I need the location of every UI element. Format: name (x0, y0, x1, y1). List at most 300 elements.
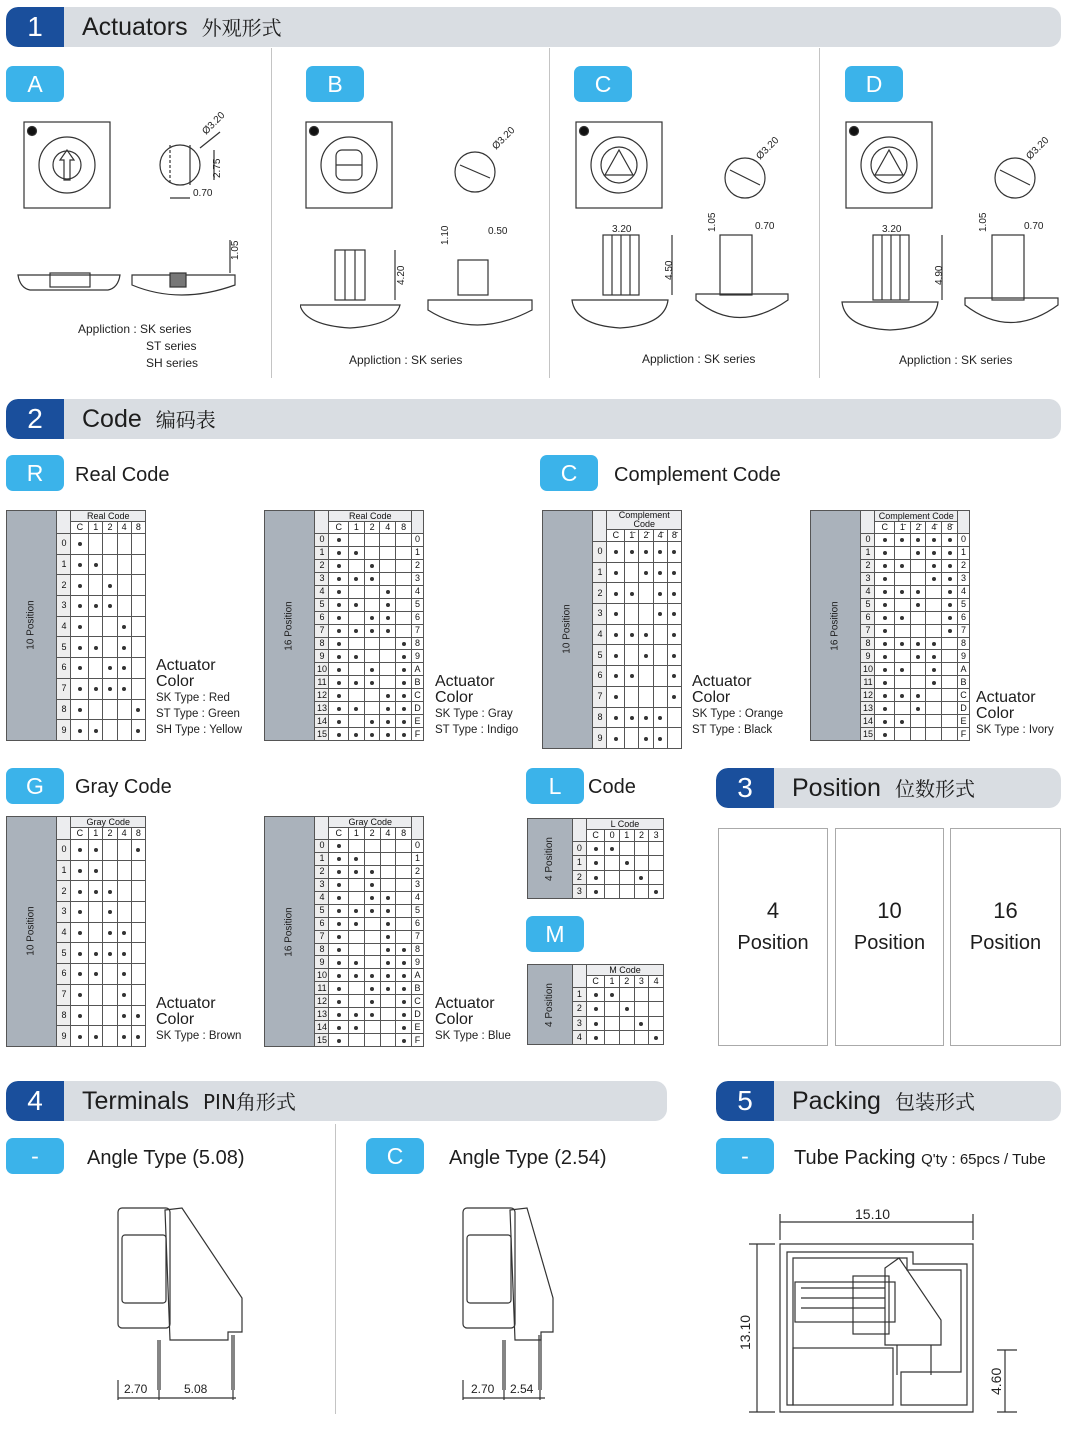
dot-mark (78, 687, 82, 691)
hex-label: 7 (412, 624, 424, 637)
dot-mark (94, 729, 98, 733)
code-cell (649, 870, 664, 884)
code-cell (634, 1030, 649, 1044)
dot-mark (337, 909, 341, 913)
row-label: 2 (57, 575, 71, 596)
row-label: 14 (316, 1021, 327, 1032)
code-cell (329, 663, 349, 676)
code-cell (364, 676, 380, 689)
code-cell (131, 840, 145, 861)
dot-mark (614, 654, 618, 658)
dot-mark (337, 616, 341, 620)
code-cell (71, 860, 89, 881)
hex-label: 3 (958, 572, 970, 585)
dot-mark (672, 633, 676, 637)
dot-mark (370, 883, 374, 887)
dot-mark (932, 655, 936, 659)
code-cell (364, 1034, 380, 1047)
code-cell (349, 534, 365, 547)
row-label: 1 (593, 562, 607, 583)
dot-mark (386, 694, 390, 698)
row-label: 4 (861, 585, 875, 598)
code-cell (396, 585, 412, 598)
dot-mark (644, 737, 648, 741)
code-cell (396, 904, 412, 917)
row-label: 3 (315, 878, 329, 891)
code-cell (89, 720, 103, 741)
code-cell (131, 1026, 145, 1047)
code-cell (942, 546, 958, 559)
code-cell (329, 930, 349, 943)
column-header: C (329, 522, 349, 534)
dot-mark (948, 538, 952, 542)
row-label: 14 (316, 715, 327, 726)
code-cell (586, 884, 604, 898)
code-cell (667, 707, 681, 728)
dim-text: Ø3.20 (754, 135, 782, 163)
dim-text: 2.54 (510, 1382, 534, 1396)
code-cell (364, 943, 380, 956)
code-cell (653, 604, 667, 625)
dot-mark (386, 590, 390, 594)
dot-mark (354, 961, 358, 965)
code-cell (619, 988, 634, 1002)
code-cell (607, 686, 625, 707)
code-cell (380, 1034, 396, 1047)
code-cell (364, 930, 380, 943)
code-cell (653, 562, 667, 583)
dot-mark (78, 584, 82, 588)
code-cell (607, 562, 625, 583)
row-label: 11 (315, 676, 329, 689)
code-cell (625, 645, 639, 666)
dot-mark (386, 707, 390, 711)
code-cell (607, 728, 625, 749)
l-code-title: Code (588, 776, 636, 798)
code-cell (349, 637, 365, 650)
dot-mark (644, 633, 648, 637)
code-cell (926, 534, 942, 547)
dot-mark (370, 564, 374, 568)
code-cell (329, 598, 349, 611)
code-cell (639, 583, 653, 604)
row-label: 4 (593, 624, 607, 645)
column-header: 1 (349, 828, 365, 840)
code-cell (639, 666, 653, 687)
actuator-d-drawing (840, 110, 1065, 340)
column-header: 2 (634, 830, 649, 842)
code-cell (605, 988, 620, 1002)
dot-mark (122, 1014, 126, 1018)
dim-text: 5.08 (184, 1382, 208, 1396)
code-cell (349, 943, 365, 956)
code-cell (910, 702, 926, 715)
dot-mark (94, 604, 98, 608)
position-side-label: 16 Position (283, 906, 295, 957)
row-label: 2 (315, 865, 329, 878)
code-cell (667, 604, 681, 625)
code-cell (131, 575, 145, 596)
row-label: 0 (315, 840, 329, 853)
terminal-title-508: Angle Type (5.08) (87, 1147, 245, 1169)
dot-mark (122, 687, 126, 691)
dot-mark (370, 909, 374, 913)
code-cell (89, 596, 103, 617)
dot-mark (354, 707, 358, 711)
code-cell (396, 624, 412, 637)
dim-text: 3.20 (612, 224, 632, 235)
dot-mark (630, 633, 634, 637)
code-cell (942, 650, 958, 663)
hex-label: 6 (412, 611, 424, 624)
hex-label: 7 (412, 930, 424, 943)
code-cell (89, 699, 103, 720)
hex-label: 5 (958, 598, 970, 611)
code-cell (895, 534, 911, 547)
code-cell (910, 534, 926, 547)
dot-mark (402, 1039, 406, 1043)
dot-mark (658, 612, 662, 616)
code-cell (396, 840, 412, 853)
code-cell (349, 891, 365, 904)
hex-label: 1 (958, 546, 970, 559)
code-cell (396, 865, 412, 878)
dot-mark (916, 551, 920, 555)
code-cell (653, 583, 667, 604)
dot-mark (639, 1022, 643, 1026)
code-cell (117, 678, 131, 699)
dot-mark (337, 681, 341, 685)
row-label: 1 (572, 988, 586, 1002)
code-pill-c: C (540, 455, 598, 491)
position-side-label: 10 Position (561, 604, 573, 655)
row-label: 5 (593, 645, 607, 666)
code-cell (380, 559, 396, 572)
code-cell (380, 715, 396, 728)
code-cell (396, 1008, 412, 1021)
dot-mark (370, 577, 374, 581)
code-cell (364, 1021, 380, 1034)
code-cell (329, 943, 349, 956)
actuator-a-drawing (10, 110, 265, 310)
dot-mark (630, 550, 634, 554)
hex-label: 7 (958, 624, 970, 637)
code-cell (349, 624, 365, 637)
dot-mark (386, 948, 390, 952)
code-cell (895, 715, 911, 728)
dim-text: Ø3.20 (490, 125, 518, 153)
code-cell (89, 964, 103, 985)
position-4-box: 4 Position (718, 828, 828, 1046)
code-cell (634, 1002, 649, 1016)
code-cell (89, 881, 103, 902)
dot-mark (672, 571, 676, 575)
dim-text: 4.50 (664, 260, 675, 280)
code-cell (349, 1021, 365, 1034)
dot-mark (594, 1022, 598, 1026)
code-cell (396, 969, 412, 982)
code-cell (71, 616, 89, 637)
table-title: Gray Code (71, 817, 146, 828)
row-label: 15 (862, 728, 873, 739)
code-cell (605, 1016, 620, 1030)
code-cell (329, 904, 349, 917)
dot-mark (370, 733, 374, 737)
row-label: 5 (861, 598, 875, 611)
code-cell (380, 689, 396, 702)
code-cell (71, 840, 89, 861)
dot-mark (900, 616, 904, 620)
dot-mark (337, 668, 341, 672)
dot-mark (614, 571, 618, 575)
code-cell (103, 964, 117, 985)
dot-mark (630, 674, 634, 678)
code-cell (89, 984, 103, 1005)
dot-mark (932, 577, 936, 581)
dot-mark (370, 974, 374, 978)
code-cell (926, 715, 942, 728)
hex-label: C (412, 995, 424, 1008)
dot-mark (900, 538, 904, 542)
code-cell (329, 840, 349, 853)
dot-mark (883, 564, 887, 568)
hex-label: A (412, 969, 424, 982)
code-cell (926, 546, 942, 559)
row-label: 8 (315, 637, 329, 650)
code-cell (71, 658, 89, 679)
code-cell (329, 676, 349, 689)
hex-label: 9 (412, 956, 424, 969)
code-cell (103, 1005, 117, 1026)
row-label: 8 (57, 699, 71, 720)
dot-mark (402, 1000, 406, 1004)
code-cell (605, 1002, 620, 1016)
row-label: 1 (861, 546, 875, 559)
code-cell (71, 902, 89, 923)
code-cell (926, 572, 942, 585)
code-cell (895, 572, 911, 585)
actuator-c-application: Appliction : SK series (642, 352, 756, 366)
dot-mark (916, 590, 920, 594)
actuator-pill-a: A (6, 66, 64, 102)
code-cell (639, 645, 653, 666)
position-side-label: 10 Position (25, 906, 37, 957)
dot-mark (337, 1039, 341, 1043)
code-cell (380, 982, 396, 995)
dot-mark (337, 564, 341, 568)
dim-text: 4.20 (396, 265, 407, 285)
code-cell (117, 1005, 131, 1026)
code-cell (329, 585, 349, 598)
code-cell (380, 650, 396, 663)
row-label: 7 (593, 686, 607, 707)
code-cell (329, 1034, 349, 1047)
column-header: 4̄ (926, 522, 942, 534)
dot-mark (122, 625, 126, 629)
code-cell (926, 663, 942, 676)
code-cell (380, 904, 396, 917)
dot-mark (883, 694, 887, 698)
row-label: 13 (862, 702, 873, 713)
row-label: 1 (572, 856, 586, 870)
dot-mark (644, 716, 648, 720)
code-cell (364, 559, 380, 572)
code-cell (605, 884, 620, 898)
code-cell (942, 728, 958, 741)
code-cell (649, 1030, 664, 1044)
row-label: 2 (593, 583, 607, 604)
code-cell (649, 1016, 664, 1030)
code-cell (349, 930, 365, 943)
code-cell (653, 728, 667, 749)
dot-mark (337, 974, 341, 978)
row-label: 9 (861, 650, 875, 663)
code-cell (625, 666, 639, 687)
code-cell (364, 637, 380, 650)
code-cell (380, 585, 396, 598)
dot-mark (78, 1014, 82, 1018)
dot-mark (337, 538, 341, 542)
code-cell (639, 707, 653, 728)
code-cell (89, 840, 103, 861)
code-cell (89, 658, 103, 679)
dot-mark (402, 694, 406, 698)
position-side-label: 16 Position (283, 600, 295, 651)
column-header: 2̄ (910, 522, 926, 534)
row-label: 1 (57, 554, 71, 575)
row-label: 0 (57, 840, 71, 861)
row-label: 7 (315, 930, 329, 943)
dot-mark (337, 642, 341, 646)
dot-mark (108, 890, 112, 894)
terminal-pill-dash: - (6, 1138, 64, 1174)
dot-mark (354, 655, 358, 659)
code-cell (117, 943, 131, 964)
code-cell (329, 611, 349, 624)
actuator-color-comp10: Actuator Color SK Type : Orange ST Type : Black (692, 673, 784, 736)
code-cell (89, 678, 103, 699)
dot-mark (883, 551, 887, 555)
code-cell (329, 917, 349, 930)
hex-label: F (958, 728, 970, 741)
column-header: 4̄ (653, 530, 667, 542)
code-cell (364, 878, 380, 891)
hex-label: 8 (412, 943, 424, 956)
code-cell (619, 1030, 634, 1044)
dot-mark (354, 629, 358, 633)
dot-mark (916, 538, 920, 542)
code-cell (396, 572, 412, 585)
code-cell (875, 611, 895, 624)
code-cell (89, 575, 103, 596)
row-label: 10 (316, 969, 327, 980)
code-cell (607, 542, 625, 563)
code-cell (364, 611, 380, 624)
column-header: 1̄ (625, 530, 639, 542)
gray-code-16-table (264, 816, 424, 1047)
dot-mark (644, 654, 648, 658)
dot-mark (883, 603, 887, 607)
code-cell (380, 572, 396, 585)
code-cell (131, 943, 145, 964)
code-cell (329, 559, 349, 572)
row-label: 6 (57, 964, 71, 985)
dot-mark (614, 674, 618, 678)
row-label: 3 (593, 604, 607, 625)
code-cell (607, 666, 625, 687)
dot-mark (948, 603, 952, 607)
code-cell (131, 964, 145, 985)
dot-mark (94, 563, 98, 567)
dot-mark (78, 708, 82, 712)
code-cell (131, 534, 145, 555)
code-cell (926, 650, 942, 663)
code-cell (942, 637, 958, 650)
code-cell (895, 611, 911, 624)
dot-mark (94, 646, 98, 650)
code-cell (349, 956, 365, 969)
code-cell (396, 943, 412, 956)
row-label: 12 (862, 689, 873, 700)
code-cell (639, 542, 653, 563)
hex-label: 4 (412, 891, 424, 904)
column-header: 1 (89, 828, 103, 840)
terminal-508-drawing (110, 1200, 250, 1405)
code-cell (926, 598, 942, 611)
code-cell (619, 856, 634, 870)
code-cell (117, 881, 131, 902)
code-cell (895, 598, 911, 611)
code-cell (103, 922, 117, 943)
dot-mark (122, 952, 126, 956)
column-header: 8 (396, 522, 412, 534)
code-cell (380, 611, 396, 624)
code-cell (380, 1021, 396, 1034)
dot-mark (932, 538, 936, 542)
code-cell (396, 689, 412, 702)
code-cell (131, 902, 145, 923)
packing-pill: - (716, 1138, 774, 1174)
code-cell (910, 598, 926, 611)
dot-mark (337, 707, 341, 711)
hex-label: E (412, 1021, 424, 1034)
column-header: 8 (396, 828, 412, 840)
code-cell (649, 1002, 664, 1016)
dot-mark (108, 687, 112, 691)
code-cell (103, 678, 117, 699)
row-label: 0 (593, 542, 607, 563)
hex-label: D (412, 702, 424, 715)
code-cell (329, 702, 349, 715)
actuator-color-real16: Actuator Color SK Type : Gray ST Type : Indigo (435, 673, 519, 736)
hex-label: A (412, 663, 424, 676)
hex-label: 4 (412, 585, 424, 598)
dot-mark (370, 870, 374, 874)
dot-mark (386, 909, 390, 913)
hex-label: B (412, 982, 424, 995)
code-cell (380, 956, 396, 969)
column-header: C (586, 830, 604, 842)
dim-text: 0.70 (755, 221, 775, 232)
code-cell (364, 728, 380, 741)
dot-mark (337, 603, 341, 607)
code-cell (380, 878, 396, 891)
dot-mark (386, 629, 390, 633)
dot-mark (916, 603, 920, 607)
position-side-label: 10 Position (25, 600, 37, 651)
row-label: 7 (57, 984, 71, 1005)
dot-mark (900, 642, 904, 646)
